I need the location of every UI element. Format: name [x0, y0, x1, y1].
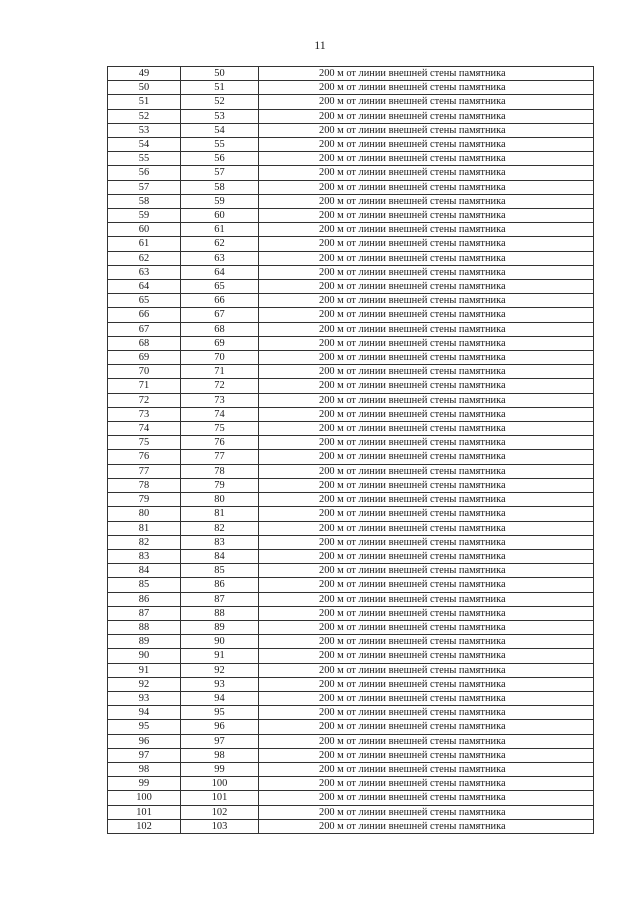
to-point-cell: 68 [181, 322, 259, 336]
description-cell: 200 м от линии внешней стены памятника [259, 592, 594, 606]
table-row [108, 81, 594, 95]
description-cell: 200 м от линии внешней стены памятника [259, 493, 594, 507]
table-row [108, 791, 594, 805]
to-point-cell: 67 [181, 308, 259, 322]
description-cell: 200 м от линии внешней стены памятника [259, 265, 594, 279]
to-point-cell: 59 [181, 194, 259, 208]
from-point-cell: 74 [108, 422, 181, 436]
from-point-cell: 71 [108, 379, 181, 393]
description-cell: 200 м от линии внешней стены памятника [259, 535, 594, 549]
to-point-cell: 78 [181, 464, 259, 478]
from-point-cell: 80 [108, 507, 181, 521]
table-row [108, 677, 594, 691]
description-cell: 200 м от линии внешней стены памятника [259, 336, 594, 350]
from-point-cell: 65 [108, 294, 181, 308]
table-row [108, 436, 594, 450]
to-point-cell: 96 [181, 720, 259, 734]
description-cell: 200 м от линии внешней стены памятника [259, 507, 594, 521]
from-point-cell: 99 [108, 777, 181, 791]
description-cell: 200 м от линии внешней стены памятника [259, 393, 594, 407]
to-point-cell: 58 [181, 180, 259, 194]
table-row [108, 351, 594, 365]
description-cell: 200 м от линии внешней стены памятника [259, 819, 594, 833]
description-cell: 200 м от линии внешней стены памятника [259, 109, 594, 123]
to-point-cell: 98 [181, 748, 259, 762]
to-point-cell: 97 [181, 734, 259, 748]
description-cell: 200 м от линии внешней стены памятника [259, 294, 594, 308]
from-point-cell: 94 [108, 706, 181, 720]
description-cell: 200 м от линии внешней стены памятника [259, 237, 594, 251]
from-point-cell: 75 [108, 436, 181, 450]
table-row [108, 592, 594, 606]
from-point-cell: 50 [108, 81, 181, 95]
description-cell: 200 м от линии внешней стены памятника [259, 549, 594, 563]
to-point-cell: 57 [181, 166, 259, 180]
to-point-cell: 85 [181, 564, 259, 578]
table-row [108, 223, 594, 237]
from-point-cell: 62 [108, 251, 181, 265]
table-row [108, 95, 594, 109]
from-point-cell: 81 [108, 521, 181, 535]
to-point-cell: 53 [181, 109, 259, 123]
from-point-cell: 92 [108, 677, 181, 691]
description-cell: 200 м от линии внешней стены памятника [259, 606, 594, 620]
table-row [108, 180, 594, 194]
from-point-cell: 72 [108, 393, 181, 407]
from-point-cell: 54 [108, 138, 181, 152]
table-row [108, 336, 594, 350]
table-row [108, 777, 594, 791]
table-row [108, 407, 594, 421]
description-cell: 200 м от линии внешней стены памятника [259, 748, 594, 762]
to-point-cell: 65 [181, 280, 259, 294]
description-cell: 200 м от линии внешней стены памятника [259, 123, 594, 137]
description-cell: 200 м от линии внешней стены памятника [259, 152, 594, 166]
table-row [108, 635, 594, 649]
from-point-cell: 102 [108, 819, 181, 833]
from-point-cell: 56 [108, 166, 181, 180]
from-point-cell: 78 [108, 478, 181, 492]
table-row [108, 123, 594, 137]
to-point-cell: 81 [181, 507, 259, 521]
to-point-cell: 54 [181, 123, 259, 137]
from-point-cell: 67 [108, 322, 181, 336]
to-point-cell: 74 [181, 407, 259, 421]
to-point-cell: 60 [181, 209, 259, 223]
table-row [108, 521, 594, 535]
table-row [108, 748, 594, 762]
to-point-cell: 79 [181, 478, 259, 492]
from-point-cell: 61 [108, 237, 181, 251]
table-row [108, 549, 594, 563]
from-point-cell: 69 [108, 351, 181, 365]
description-cell: 200 м от линии внешней стены памятника [259, 81, 594, 95]
table-row [108, 535, 594, 549]
description-cell: 200 м от линии внешней стены памятника [259, 578, 594, 592]
from-point-cell: 87 [108, 606, 181, 620]
to-point-cell: 55 [181, 138, 259, 152]
table-row [108, 720, 594, 734]
from-point-cell: 58 [108, 194, 181, 208]
from-point-cell: 90 [108, 649, 181, 663]
table-row [108, 280, 594, 294]
table-row [108, 805, 594, 819]
description-cell: 200 м от линии внешней стены памятника [259, 138, 594, 152]
to-point-cell: 92 [181, 663, 259, 677]
description-cell: 200 м от линии внешней стены памятника [259, 322, 594, 336]
to-point-cell: 63 [181, 251, 259, 265]
to-point-cell: 73 [181, 393, 259, 407]
to-point-cell: 66 [181, 294, 259, 308]
table-row [108, 578, 594, 592]
description-cell: 200 м от линии внешней стены памятника [259, 308, 594, 322]
to-point-cell: 61 [181, 223, 259, 237]
to-point-cell: 71 [181, 365, 259, 379]
to-point-cell: 95 [181, 706, 259, 720]
table-row [108, 734, 594, 748]
description-cell: 200 м от линии внешней стены памятника [259, 450, 594, 464]
to-point-cell: 77 [181, 450, 259, 464]
from-point-cell: 70 [108, 365, 181, 379]
description-cell: 200 м от линии внешней стены памятника [259, 194, 594, 208]
description-cell: 200 м от линии внешней стены памятника [259, 791, 594, 805]
from-point-cell: 86 [108, 592, 181, 606]
table-row [108, 393, 594, 407]
from-point-cell: 68 [108, 336, 181, 350]
table-row [108, 564, 594, 578]
to-point-cell: 70 [181, 351, 259, 365]
from-point-cell: 57 [108, 180, 181, 194]
from-point-cell: 66 [108, 308, 181, 322]
from-point-cell: 98 [108, 762, 181, 776]
table-row [108, 691, 594, 705]
table-row [108, 67, 594, 81]
from-point-cell: 52 [108, 109, 181, 123]
description-cell: 200 м от линии внешней стены памятника [259, 734, 594, 748]
to-point-cell: 90 [181, 635, 259, 649]
table-row [108, 237, 594, 251]
from-point-cell: 60 [108, 223, 181, 237]
to-point-cell: 72 [181, 379, 259, 393]
table-row [108, 706, 594, 720]
from-point-cell: 100 [108, 791, 181, 805]
table-row [108, 138, 594, 152]
table-row [108, 450, 594, 464]
table-row [108, 478, 594, 492]
table-row [108, 209, 594, 223]
boundary-points-table [107, 66, 594, 834]
to-point-cell: 91 [181, 649, 259, 663]
table-row [108, 663, 594, 677]
from-point-cell: 59 [108, 209, 181, 223]
from-point-cell: 55 [108, 152, 181, 166]
table-row [108, 166, 594, 180]
from-point-cell: 97 [108, 748, 181, 762]
to-point-cell: 62 [181, 237, 259, 251]
description-cell: 200 м от линии внешней стены памятника [259, 777, 594, 791]
table-row [108, 762, 594, 776]
description-cell: 200 м от линии внешней стены памятника [259, 365, 594, 379]
description-cell: 200 м от линии внешней стены памятника [259, 720, 594, 734]
to-point-cell: 102 [181, 805, 259, 819]
from-point-cell: 88 [108, 620, 181, 634]
to-point-cell: 64 [181, 265, 259, 279]
description-cell: 200 м от линии внешней стены памятника [259, 706, 594, 720]
description-cell: 200 м от линии внешней стены памятника [259, 691, 594, 705]
table-row [108, 422, 594, 436]
from-point-cell: 83 [108, 549, 181, 563]
table-body [108, 67, 594, 834]
description-cell: 200 м от линии внешней стены памятника [259, 436, 594, 450]
table-row [108, 819, 594, 833]
table-row [108, 606, 594, 620]
description-cell: 200 м от линии внешней стены памятника [259, 564, 594, 578]
from-point-cell: 63 [108, 265, 181, 279]
to-point-cell: 76 [181, 436, 259, 450]
description-cell: 200 м от линии внешней стены памятника [259, 620, 594, 634]
description-cell: 200 м от линии внешней стены памятника [259, 251, 594, 265]
from-point-cell: 85 [108, 578, 181, 592]
from-point-cell: 64 [108, 280, 181, 294]
to-point-cell: 83 [181, 535, 259, 549]
from-point-cell: 51 [108, 95, 181, 109]
description-cell: 200 м от линии внешней стены памятника [259, 422, 594, 436]
to-point-cell: 103 [181, 819, 259, 833]
description-cell: 200 м от линии внешней стены памятника [259, 351, 594, 365]
from-point-cell: 82 [108, 535, 181, 549]
to-point-cell: 82 [181, 521, 259, 535]
table-row [108, 464, 594, 478]
to-point-cell: 99 [181, 762, 259, 776]
table-row [108, 507, 594, 521]
description-cell: 200 м от линии внешней стены памятника [259, 663, 594, 677]
table-row [108, 294, 594, 308]
from-point-cell: 53 [108, 123, 181, 137]
description-cell: 200 м от линии внешней стены памятника [259, 407, 594, 421]
table-row [108, 251, 594, 265]
description-cell: 200 м от линии внешней стены памятника [259, 649, 594, 663]
to-point-cell: 50 [181, 67, 259, 81]
from-point-cell: 76 [108, 450, 181, 464]
table-row [108, 620, 594, 634]
to-point-cell: 84 [181, 549, 259, 563]
description-cell: 200 м от линии внешней стены памятника [259, 464, 594, 478]
to-point-cell: 75 [181, 422, 259, 436]
to-point-cell: 93 [181, 677, 259, 691]
description-cell: 200 м от линии внешней стены памятника [259, 280, 594, 294]
from-point-cell: 49 [108, 67, 181, 81]
from-point-cell: 96 [108, 734, 181, 748]
to-point-cell: 56 [181, 152, 259, 166]
to-point-cell: 69 [181, 336, 259, 350]
to-point-cell: 89 [181, 620, 259, 634]
from-point-cell: 91 [108, 663, 181, 677]
table-row [108, 109, 594, 123]
table-row [108, 493, 594, 507]
table-row [108, 322, 594, 336]
from-point-cell: 95 [108, 720, 181, 734]
from-point-cell: 77 [108, 464, 181, 478]
to-point-cell: 100 [181, 777, 259, 791]
table-row [108, 194, 594, 208]
description-cell: 200 м от линии внешней стены памятника [259, 209, 594, 223]
description-cell: 200 м от линии внешней стены памятника [259, 762, 594, 776]
from-point-cell: 93 [108, 691, 181, 705]
to-point-cell: 51 [181, 81, 259, 95]
to-point-cell: 52 [181, 95, 259, 109]
description-cell: 200 м от линии внешней стены памятника [259, 223, 594, 237]
page-number: 11 [314, 38, 326, 52]
to-point-cell: 88 [181, 606, 259, 620]
description-cell: 200 м от линии внешней стены памятника [259, 805, 594, 819]
table-row [108, 308, 594, 322]
to-point-cell: 87 [181, 592, 259, 606]
description-cell: 200 м от линии внешней стены памятника [259, 67, 594, 81]
description-cell: 200 м от линии внешней стены памятника [259, 521, 594, 535]
description-cell: 200 м от линии внешней стены памятника [259, 635, 594, 649]
description-cell: 200 м от линии внешней стены памятника [259, 95, 594, 109]
from-point-cell: 101 [108, 805, 181, 819]
description-cell: 200 м от линии внешней стены памятника [259, 180, 594, 194]
table-row [108, 379, 594, 393]
table-row [108, 365, 594, 379]
description-cell: 200 м от линии внешней стены памятника [259, 677, 594, 691]
from-point-cell: 79 [108, 493, 181, 507]
from-point-cell: 84 [108, 564, 181, 578]
to-point-cell: 86 [181, 578, 259, 592]
to-point-cell: 101 [181, 791, 259, 805]
table-row [108, 265, 594, 279]
from-point-cell: 73 [108, 407, 181, 421]
from-point-cell: 89 [108, 635, 181, 649]
to-point-cell: 94 [181, 691, 259, 705]
description-cell: 200 м от линии внешней стены памятника [259, 166, 594, 180]
table-row [108, 152, 594, 166]
description-cell: 200 м от линии внешней стены памятника [259, 379, 594, 393]
table-row [108, 649, 594, 663]
to-point-cell: 80 [181, 493, 259, 507]
description-cell: 200 м от линии внешней стены памятника [259, 478, 594, 492]
